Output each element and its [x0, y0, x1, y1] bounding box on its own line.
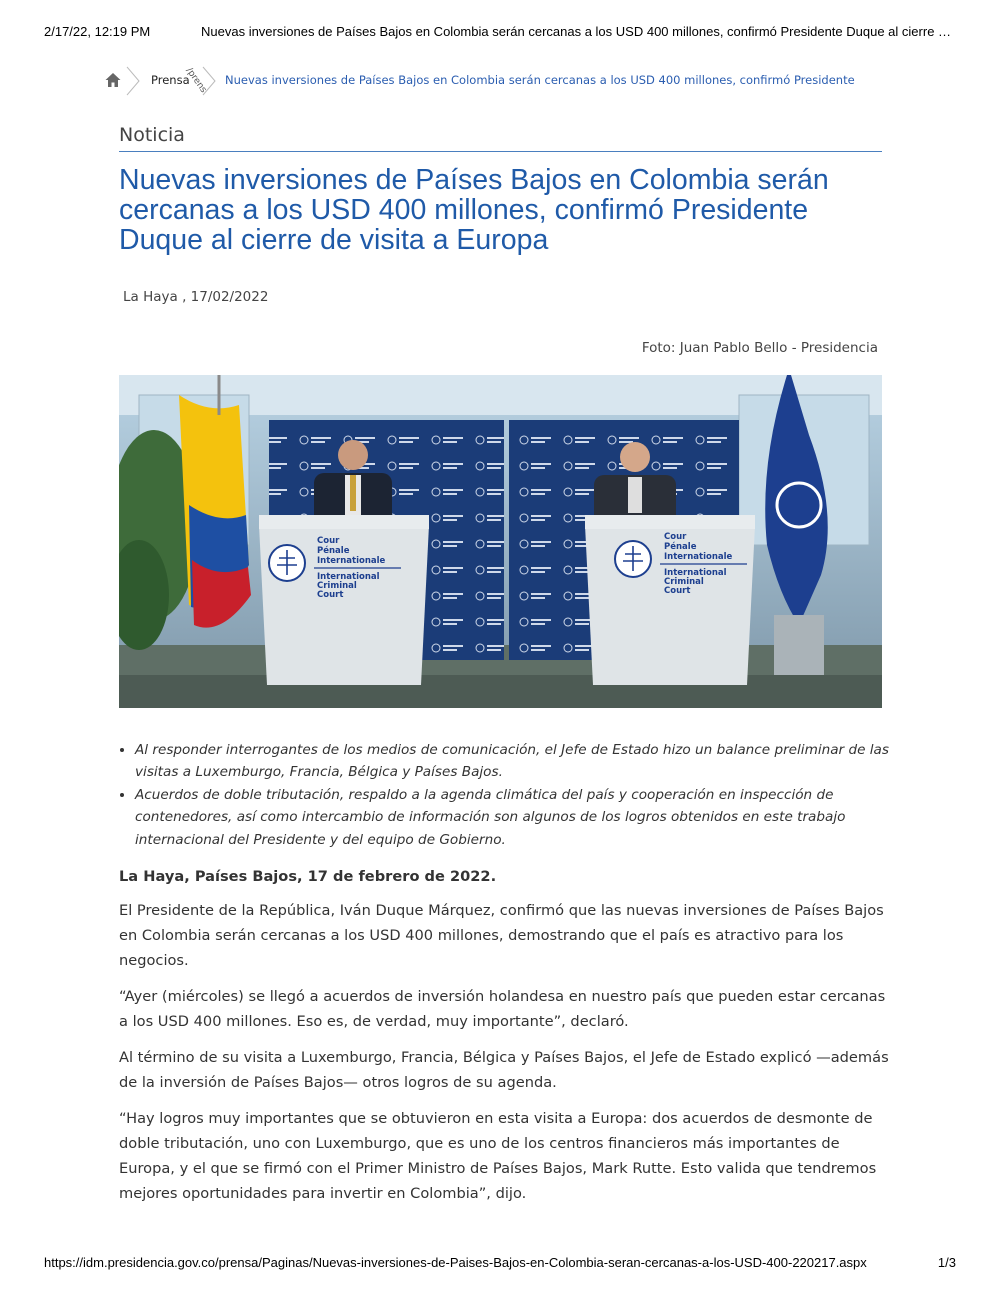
podium-text-en: Criminal	[664, 577, 704, 587]
section-divider	[119, 151, 882, 152]
podium-text-en: International	[317, 572, 380, 582]
home-icon[interactable]	[104, 71, 122, 89]
print-page-number: 1/3	[937, 1255, 956, 1270]
breadcrumb-prensa-link[interactable]: Prensa	[151, 73, 190, 87]
podium-text-fr: Internationale	[664, 552, 733, 562]
article-paragraph: “Hay logros muy importantes que se obtuvieron en esta visita a Europa: dos acuerdos de desmonte de doble tributación, uno con Luxemburgo, que es uno de los centros financieros más importantes de Europa, y el que se firmó con el Primer Ministro de Países Bajos, Mark Rutte. Esto valida que tendremos mejores oportunidades para invertir en Colombia”, dijo.	[119, 1110, 877, 1202]
print-footer	[44, 1255, 956, 1273]
article-paragraph: “Ayer (miércoles) se llegó a acuerdos de inversión holandesa en nuestro país que pueden estar cercanas a los USD 400 millones. Eso es, de verdad, muy importante”, declaró.	[119, 988, 886, 1030]
breadcrumb	[104, 66, 900, 98]
section-label: Noticia	[119, 124, 185, 146]
chevron-right-icon	[124, 66, 142, 96]
podium-text-en: International	[664, 568, 727, 578]
article-location-date: La Haya , 17/02/2022	[123, 289, 269, 305]
highlight-item: • Acuerdos de doble tributación, respaldo a la agenda climática del país y cooperación en inspección de contenedores, así como intercambio de información son algunos de los logros obtenidos en este trabajo internacional del Presidente y del equipo de Gobierno.	[135, 784, 905, 851]
print-header	[44, 24, 956, 42]
article-paragraph: Al término de su visita a Luxemburgo, Francia, Bélgica y Países Bajos, el Jefe de Estado explicó —además de la inversión de Países Bajos— otros logros de su agenda.	[119, 1049, 889, 1091]
breadcrumb-sub-path: /prens	[183, 66, 209, 95]
breadcrumb-current-page[interactable]: Nuevas inversiones de Países Bajos en Colombia serán cercanas a los USD 400 millones, confirmó Presidente	[225, 73, 855, 87]
print-url: https://idm.presidencia.gov.co/prensa/Paginas/Nuevas-inversiones-de-Paises-Bajos-en-Colombia-seran-cercanas-a-los-USD-400-220217.aspx	[44, 1255, 867, 1270]
podium-text-en: Court	[317, 590, 344, 600]
article-title: Nuevas inversiones de Países Bajos en Colombia serán cercanas a los USD 400 millones, confirmó Presidente Duque al cierre de visita a Europa	[119, 164, 829, 256]
podium-left	[259, 515, 429, 685]
article-paragraph: El Presidente de la República, Iván Duque Márquez, confirmó que las nuevas inversiones de Países Bajos en Colombia serán cercanas a los USD 400 millones, demostrando que el país es atractivo para los negocios.	[119, 902, 884, 969]
podium-text-fr: Cour	[317, 536, 340, 546]
print-page-title: Nuevas inversiones de Países Bajos en Colombia serán cercanas a los USD 400 millones, confirmó Presidente Duque al cierre …	[201, 24, 952, 39]
photo-credit: Foto: Juan Pablo Bello - Presidencia	[641, 340, 878, 356]
podium-text-fr: Pénale	[664, 542, 697, 552]
podium-text-en: Court	[664, 586, 691, 596]
article-body	[119, 864, 889, 1217]
podium-text-en: Criminal	[317, 581, 357, 591]
chevron-right-icon	[200, 66, 218, 96]
podium-text-fr: Pénale	[317, 546, 350, 556]
print-datetime: 2/17/22, 12:19 PM	[44, 24, 151, 39]
highlights-list	[119, 739, 905, 851]
article-photo	[119, 375, 882, 708]
highlight-item: • Al responder interrogantes de los medios de comunicación, el Jefe de Estado hizo un balance preliminar de las visitas a Luxemburgo, Francia, Bélgica y Países Bajos.	[135, 739, 905, 784]
podium-text-fr: Cour	[664, 532, 687, 542]
podium-right	[585, 515, 755, 685]
podium-text-fr: Internationale	[317, 556, 386, 566]
article-dateline: La Haya, Países Bajos, 17 de febrero de 2022.	[119, 868, 497, 885]
